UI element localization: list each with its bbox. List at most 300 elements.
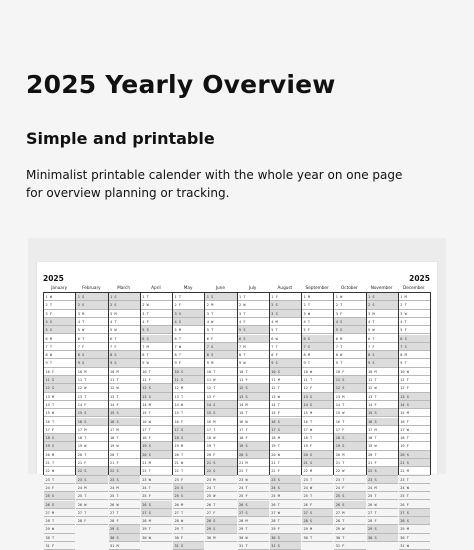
day-cell: 10 W (302, 368, 333, 376)
day-cell: 2 W (141, 301, 172, 309)
day-cell: 4 S (173, 318, 204, 326)
day-cell: 15 W (44, 409, 75, 417)
day-cell: 8 T (141, 351, 172, 359)
day-cell: 12 F (399, 384, 430, 392)
day-cell: 12 S (141, 384, 172, 392)
day-cell: 17 S (270, 426, 301, 434)
day-cell: 13 T (367, 393, 398, 401)
day-cell: 9 S (270, 359, 301, 367)
day-cell: 15 S (367, 409, 398, 417)
day-cell: 23 T (399, 476, 430, 484)
day-cell: 10 M (109, 368, 140, 376)
day-cell: 30 T (334, 534, 365, 542)
day-cell: 19 W (76, 442, 107, 450)
day-cell: 8 M (302, 351, 333, 359)
day-cell: 19 T (270, 442, 301, 450)
day-cell: 5 S (334, 326, 365, 334)
calendar-year-left: 2025 (43, 274, 64, 283)
day-cell: 9 S (109, 359, 140, 367)
day-cell: 17 T (205, 426, 236, 434)
month-column-august (270, 293, 302, 548)
day-cell: 6 T (173, 335, 204, 343)
day-cell: 7 S (205, 343, 236, 351)
day-cell: 3 S (173, 310, 204, 318)
day-cell: 24 M (367, 484, 398, 492)
day-cell: 2 S (367, 301, 398, 309)
day-cell: 21 M (141, 459, 172, 467)
day-cell: 6 S (141, 335, 172, 343)
day-cell: 21 S (302, 459, 333, 467)
day-cell: 20 M (334, 451, 365, 459)
day-cell: 24 W (399, 484, 430, 492)
day-cell: 8 S (205, 351, 236, 359)
day-cell: 13 T (76, 393, 107, 401)
day-cell: 18 W (205, 434, 236, 442)
day-cell: 24 S (270, 484, 301, 492)
month-label-february: February (82, 285, 101, 290)
month-column-april (141, 293, 173, 540)
day-cell: 6 T (109, 335, 140, 343)
day-cell: 23 S (76, 476, 107, 484)
day-cell: 14 S (205, 401, 236, 409)
day-cell: 14 T (270, 401, 301, 409)
day-cell: 2 S (270, 301, 301, 309)
day-cell: 19 S (44, 442, 75, 450)
day-cell: 6 W (270, 335, 301, 343)
day-cell: 25 T (399, 492, 430, 500)
day-cell: 7 T (334, 343, 365, 351)
day-cell: 14 S (302, 401, 333, 409)
day-cell: 3 F (334, 310, 365, 318)
day-cell: 30 T (399, 534, 430, 542)
day-cell: 20 T (173, 451, 204, 459)
day-cell: 24 T (238, 484, 269, 492)
day-cell: 13 M (334, 393, 365, 401)
day-cell: 28 F (109, 517, 140, 525)
day-cell: 12 S (238, 384, 269, 392)
day-cell: 2 T (302, 301, 333, 309)
day-cell: 2 T (334, 301, 365, 309)
day-cell: 3 T (205, 310, 236, 318)
day-cell: 1 M (302, 293, 333, 301)
day-cell: 10 T (141, 368, 172, 376)
day-cell: 5 S (238, 326, 269, 334)
day-cell: 3 S (270, 310, 301, 318)
day-cell: 12 T (205, 384, 236, 392)
day-cell: 24 T (141, 484, 172, 492)
day-cell: 30 S (109, 534, 140, 542)
month-column-january (44, 293, 76, 548)
day-cell: 5 S (141, 326, 172, 334)
day-cell: 1 T (141, 293, 172, 301)
day-cell: 22 T (141, 467, 172, 475)
month-label-april: April (151, 285, 161, 290)
day-cell: 23 F (173, 476, 204, 484)
day-cell: 22 W (334, 467, 365, 475)
day-cell: 19 S (238, 442, 269, 450)
day-cell: 11 F (141, 376, 172, 384)
day-cell: 27 T (109, 509, 140, 517)
day-cell: 26 W (367, 501, 398, 509)
day-cell: 27 S (302, 509, 333, 517)
day-cell: 11 M (270, 376, 301, 384)
day-cell: 17 F (334, 426, 365, 434)
day-cell: 8 M (399, 351, 430, 359)
day-cell: 17 W (399, 426, 430, 434)
day-cell: 4 W (205, 318, 236, 326)
day-cell: 12 F (302, 384, 333, 392)
day-cell: 7 M (141, 343, 172, 351)
day-cell: 9 W (238, 359, 269, 367)
day-cell: 27 T (367, 509, 398, 517)
day-cell: 14 F (109, 401, 140, 409)
day-cell: 4 T (76, 318, 107, 326)
day-cell: 19 M (173, 442, 204, 450)
day-cell: 19 F (399, 442, 430, 450)
day-cell: 18 F (238, 434, 269, 442)
day-cell: 27 T (76, 509, 107, 517)
day-cell: 22 W (44, 467, 75, 475)
day-cell: 12 W (367, 384, 398, 392)
day-cell: 23 T (334, 476, 365, 484)
day-cell: 18 S (334, 434, 365, 442)
day-cell: 10 M (367, 368, 398, 376)
day-cell: 23 S (109, 476, 140, 484)
day-cell: 1 T (173, 293, 204, 301)
day-cell: 13 T (173, 393, 204, 401)
day-cell: 16 W (141, 418, 172, 426)
day-cell: 18 T (399, 434, 430, 442)
day-cell: 25 T (367, 492, 398, 500)
day-cell: 26 T (205, 501, 236, 509)
day-cell: 26 T (270, 501, 301, 509)
day-cell: 1 T (238, 293, 269, 301)
month-label-january: January (51, 285, 68, 290)
day-cell: 27 S (238, 509, 269, 517)
day-cell: 10 S (173, 368, 204, 376)
month-label-may: May (183, 285, 193, 290)
day-cell: 14 F (76, 401, 107, 409)
day-cell: 15 T (238, 409, 269, 417)
day-cell: 12 S (44, 384, 75, 392)
day-cell: 26 F (399, 501, 430, 509)
day-cell: 24 M (76, 484, 107, 492)
month-label-august: August (277, 285, 293, 290)
day-cell: 24 M (109, 484, 140, 492)
calendar-sheet (37, 262, 437, 548)
day-cell: 26 S (141, 501, 172, 509)
day-cell: 20 S (238, 451, 269, 459)
day-cell: 1 S (367, 293, 398, 301)
day-cell: 16 F (173, 418, 204, 426)
day-cell: 10 F (334, 368, 365, 376)
day-cell: 9 S (76, 359, 107, 367)
day-cell: 10 T (205, 368, 236, 376)
day-cell: 2 W (238, 301, 269, 309)
day-cell: 22 M (399, 467, 430, 475)
day-cell: 3 F (44, 310, 75, 318)
day-cell: 31 S (173, 542, 204, 550)
day-cell: 13 F (205, 393, 236, 401)
day-cell: 4 T (302, 318, 333, 326)
day-cell: 28 T (334, 517, 365, 525)
day-cell: 30 T (44, 534, 75, 542)
day-cell: 15 S (76, 409, 107, 417)
day-cell: 17 W (302, 426, 333, 434)
day-cell: 16 T (302, 418, 333, 426)
day-cell: 14 T (334, 401, 365, 409)
day-cell: 18 T (367, 434, 398, 442)
calendar-year-right: 2025 (409, 274, 430, 283)
day-cell: 7 F (367, 343, 398, 351)
day-cell: 4 M (270, 318, 301, 326)
day-cell: 13 W (270, 393, 301, 401)
day-cell: 8 S (109, 351, 140, 359)
day-cell: 23 M (205, 476, 236, 484)
day-cell: 26 F (302, 501, 333, 509)
day-cell: 2 S (76, 301, 107, 309)
day-cell: 12 T (270, 384, 301, 392)
day-cell: 15 S (205, 409, 236, 417)
day-cell: 15 T (141, 409, 172, 417)
day-cell: 26 M (173, 501, 204, 509)
day-cell: 1 W (334, 293, 365, 301)
day-cell: 17 S (173, 426, 204, 434)
day-cell: 20 S (141, 451, 172, 459)
day-cell: 20 T (76, 451, 107, 459)
month-label-march: March (117, 285, 130, 290)
day-cell: 21 T (334, 459, 365, 467)
day-cell: 2 T (44, 301, 75, 309)
day-cell: 15 M (399, 409, 430, 417)
day-cell: 12 S (334, 384, 365, 392)
day-cell: 16 W (238, 418, 269, 426)
day-cell: 6 M (44, 335, 75, 343)
day-cell: 20 F (205, 451, 236, 459)
day-cell: 16 T (44, 418, 75, 426)
day-cell: 29 T (173, 525, 204, 533)
day-cell: 13 T (109, 393, 140, 401)
day-cell: 2 F (173, 301, 204, 309)
day-cell: 3 T (141, 310, 172, 318)
day-cell: 30 T (302, 534, 333, 542)
day-cell: 9 W (141, 359, 172, 367)
day-cell: 13 S (141, 393, 172, 401)
day-cell: 8 T (238, 351, 269, 359)
day-cell: 29 M (399, 525, 430, 533)
day-cell: 10 W (399, 368, 430, 376)
day-cell: 20 M (44, 451, 75, 459)
day-cell: 31 S (270, 542, 301, 550)
month-label-december: December (403, 285, 425, 290)
day-cell: 29 W (44, 525, 75, 533)
day-cell: 15 F (270, 409, 301, 417)
day-cell: 7 F (109, 343, 140, 351)
day-cell: 14 M (141, 401, 172, 409)
day-cell: 12 W (76, 384, 107, 392)
month-label-november: November (370, 285, 393, 290)
day-cell: 11 S (44, 376, 75, 384)
day-cell: 28 T (270, 517, 301, 525)
day-cell: 19 F (302, 442, 333, 450)
day-cell: 23 T (44, 476, 75, 484)
day-cell: 15 W (334, 409, 365, 417)
day-cell: 27 S (141, 509, 172, 517)
day-cell: 11 F (238, 376, 269, 384)
day-cell: 31 M (109, 542, 140, 550)
day-cell: 28 S (205, 517, 236, 525)
day-cell: 18 S (173, 434, 204, 442)
page-subtitle: Simple and printable (26, 129, 215, 148)
day-cell: 23 W (141, 476, 172, 484)
day-cell: 19 W (367, 442, 398, 450)
day-cell: 24 W (302, 484, 333, 492)
day-cell: 23 W (238, 476, 269, 484)
day-cell: 4 S (44, 318, 75, 326)
day-cell: 11 S (173, 376, 204, 384)
day-cell: 17 F (44, 426, 75, 434)
day-cell: 22 F (270, 467, 301, 475)
day-cell: 3 W (302, 310, 333, 318)
day-cell: 6 S (238, 335, 269, 343)
day-cell: 20 T (109, 451, 140, 459)
month-column-february (76, 293, 108, 524)
day-cell: 11 W (205, 376, 236, 384)
day-cell: 21 F (367, 459, 398, 467)
day-cell: 6 S (302, 335, 333, 343)
month-column-may (173, 293, 205, 548)
day-cell: 17 T (141, 426, 172, 434)
day-cell: 11 S (334, 376, 365, 384)
month-label-october: October (340, 285, 358, 290)
day-cell: 7 S (302, 343, 333, 351)
day-cell: 3 W (399, 310, 430, 318)
day-cell: 25 F (141, 492, 172, 500)
day-cell: 19 S (334, 442, 365, 450)
day-cell: 2 S (109, 301, 140, 309)
day-cell: 28 F (76, 517, 107, 525)
day-cell: 18 S (44, 434, 75, 442)
day-cell: 25 M (270, 492, 301, 500)
day-cell: 1 W (44, 293, 75, 301)
day-cell: 31 F (334, 542, 365, 550)
day-cell: 8 S (76, 351, 107, 359)
day-cell: 4 F (238, 318, 269, 326)
day-cell: 26 W (109, 501, 140, 509)
day-cell: 6 T (76, 335, 107, 343)
day-cell: 21 S (399, 459, 430, 467)
day-cell: 1 M (399, 293, 430, 301)
day-cell: 5 M (173, 326, 204, 334)
day-cell: 23 S (367, 476, 398, 484)
page-title: 2025 Yearly Overview (26, 70, 336, 99)
day-cell: 5 W (367, 326, 398, 334)
day-cell: 26 S (334, 501, 365, 509)
day-cell: 9 T (44, 359, 75, 367)
day-cell: 26 S (44, 501, 75, 509)
month-label-september: September (305, 285, 329, 290)
calendar-grid (43, 292, 431, 548)
day-cell: 24 F (44, 484, 75, 492)
day-cell: 18 M (270, 434, 301, 442)
day-cell: 28 M (141, 517, 172, 525)
day-cell: 17 T (238, 426, 269, 434)
day-cell: 21 S (205, 459, 236, 467)
day-cell: 6 M (334, 335, 365, 343)
day-cell: 5 F (399, 326, 430, 334)
day-cell: 21 W (173, 459, 204, 467)
day-cell: 1 S (76, 293, 107, 301)
day-cell: 16 S (367, 418, 398, 426)
day-cell: 22 S (109, 467, 140, 475)
day-cell: 29 S (205, 525, 236, 533)
day-cell: 27 M (44, 509, 75, 517)
day-cell: 15 T (173, 409, 204, 417)
day-cell: 13 S (302, 393, 333, 401)
day-cell: 25 S (334, 492, 365, 500)
day-cell: 9 T (399, 359, 430, 367)
day-cell: 23 T (302, 476, 333, 484)
day-cell: 24 T (205, 484, 236, 492)
day-cell: 2 M (205, 301, 236, 309)
day-cell: 13 M (44, 393, 75, 401)
day-cell: 5 F (302, 326, 333, 334)
day-cell: 20 S (399, 451, 430, 459)
day-cell: 4 T (367, 318, 398, 326)
day-cell: 10 S (270, 368, 301, 376)
day-cell: 8 F (270, 351, 301, 359)
day-cell: 20 S (302, 451, 333, 459)
day-cell: 4 S (334, 318, 365, 326)
day-cell: 22 S (76, 467, 107, 475)
day-cell: 22 T (238, 467, 269, 475)
day-cell: 2 T (399, 301, 430, 309)
day-cell: 9 T (334, 359, 365, 367)
day-cell: 10 F (44, 368, 75, 376)
day-cell: 1 S (205, 293, 236, 301)
month-column-march (109, 293, 141, 548)
day-cell: 12 W (109, 384, 140, 392)
day-cell: 11 T (109, 376, 140, 384)
day-cell: 25 S (44, 492, 75, 500)
day-cell: 20 W (270, 451, 301, 459)
day-cell: 19 W (109, 442, 140, 450)
day-cell: 1 S (109, 293, 140, 301)
day-cell: 5 T (205, 326, 236, 334)
month-column-november (367, 293, 399, 540)
day-cell: 28 W (173, 517, 204, 525)
day-cell: 11 T (367, 376, 398, 384)
page-description: Minimalist printable calender with the whole year on one page for overview planning or tracking. (26, 168, 403, 200)
day-cell: 14 W (173, 401, 204, 409)
day-cell: 7 W (173, 343, 204, 351)
day-cell: 6 S (399, 335, 430, 343)
month-label-june: June (215, 285, 225, 290)
day-cell: 29 S (367, 525, 398, 533)
day-cell: 28 S (399, 517, 430, 525)
day-cell: 29 T (141, 525, 172, 533)
day-cell: 5 T (270, 326, 301, 334)
day-cell: 7 T (44, 343, 75, 351)
day-cell: 15 M (302, 409, 333, 417)
day-cell: 22 S (205, 467, 236, 475)
day-cell: 4 T (399, 318, 430, 326)
day-cell: 12 M (173, 384, 204, 392)
day-cell: 29 W (334, 525, 365, 533)
day-cell: 16 S (76, 418, 107, 426)
day-cell: 24 F (334, 484, 365, 492)
day-cell: 14 T (44, 401, 75, 409)
